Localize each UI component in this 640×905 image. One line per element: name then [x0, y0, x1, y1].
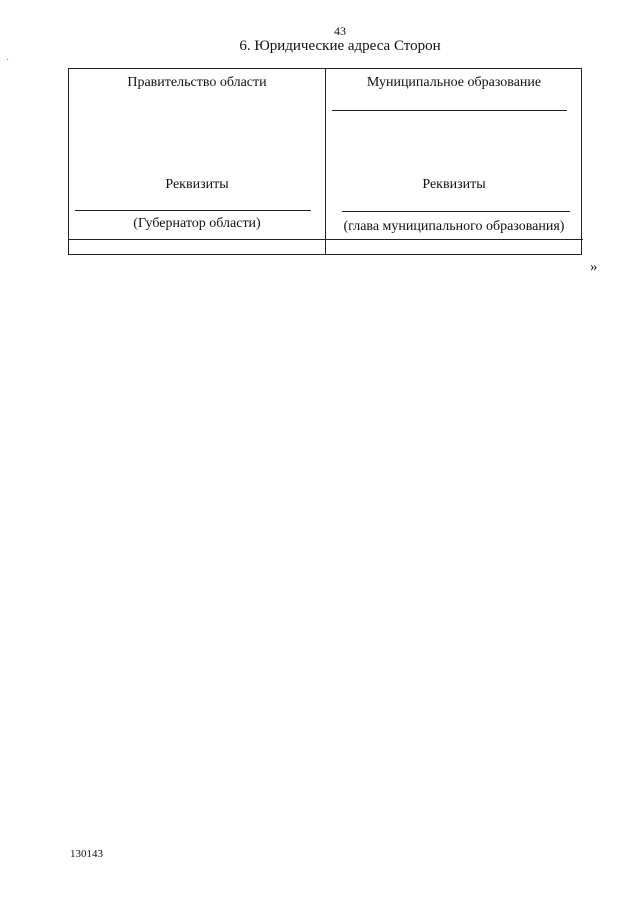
- signature-table: [68, 68, 582, 255]
- right-heading: Муниципальное образование: [366, 75, 542, 90]
- right-details-label: Реквизиты: [422, 177, 486, 192]
- left-bottom-rule: [69, 239, 325, 240]
- right-signature-line: [342, 211, 570, 212]
- left-heading: Правительство области: [127, 75, 267, 90]
- margin-mark: ·: [6, 55, 10, 66]
- document-code: 130143: [70, 848, 103, 860]
- left-signatory: (Губернатор области): [133, 216, 261, 231]
- page-number: 43: [334, 24, 346, 38]
- right-signatory: (глава муниципального образования): [343, 219, 565, 234]
- right-name-line: [332, 110, 567, 111]
- left-details-label: Реквизиты: [165, 177, 229, 192]
- right-bottom-rule: [325, 239, 583, 240]
- section-title: 6. Юридические адреса Сторон: [239, 38, 441, 54]
- left-signature-line: [75, 210, 311, 211]
- closing-quote: »: [590, 259, 598, 275]
